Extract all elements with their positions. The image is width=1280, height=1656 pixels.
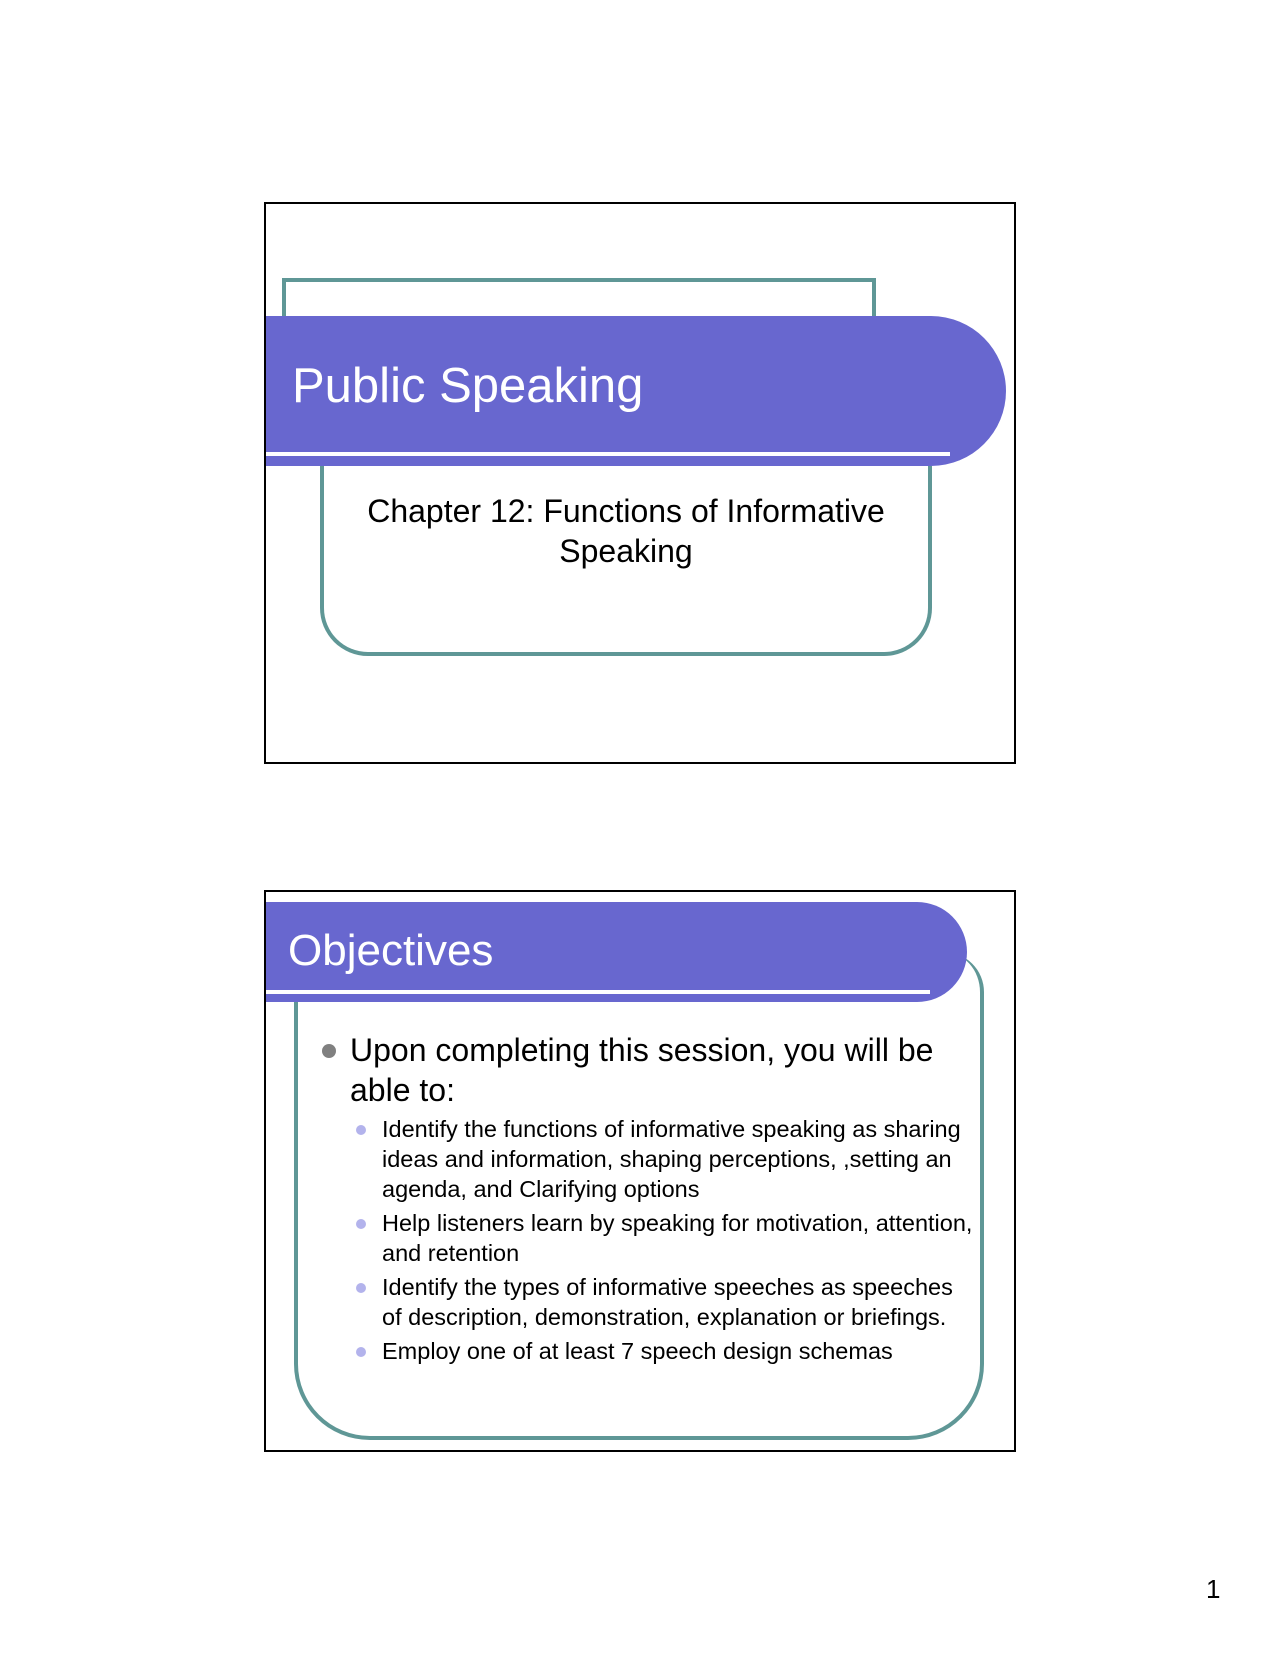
page-number: 1 — [1206, 1574, 1221, 1604]
objectives-title: Objectives — [288, 926, 494, 975]
bullet-dot-icon — [356, 1283, 366, 1293]
list-item-text: Help listeners learn by speaking for motivation, attention, and retention — [382, 1210, 973, 1266]
list-item-text: Identify the functions of informative speaking as sharing ideas and information, shaping perceptions, ,setting an agenda, and Clarifying options — [382, 1116, 961, 1202]
slide-title-text: Public Speaking — [292, 359, 644, 413]
list-item — [356, 1336, 976, 1366]
slide-objectives — [264, 890, 1016, 1452]
list-item — [356, 1272, 976, 1332]
slide-subtitle: Chapter 12: Functions of Informative Speaking — [367, 493, 885, 569]
list-item — [356, 1208, 976, 1268]
bullet-dot-icon — [356, 1347, 366, 1357]
list-item-text: Identify the types of informative speeches as speeches of description, demonstration, explanation or briefings. — [382, 1274, 953, 1330]
list-item-text: Employ one of at least 7 speech design schemas — [382, 1338, 893, 1364]
bullet-dot-icon — [356, 1219, 366, 1229]
banner-divider — [266, 452, 950, 456]
bullet-dot-icon — [356, 1125, 366, 1135]
list-item — [356, 1114, 976, 1204]
main-bullet-text: Upon completing this session, you will be able to: — [350, 1032, 934, 1108]
bullet-dot-icon — [322, 1044, 336, 1058]
banner-divider — [266, 990, 930, 994]
slide-title — [264, 202, 1016, 764]
objectives-list — [356, 1114, 976, 1370]
